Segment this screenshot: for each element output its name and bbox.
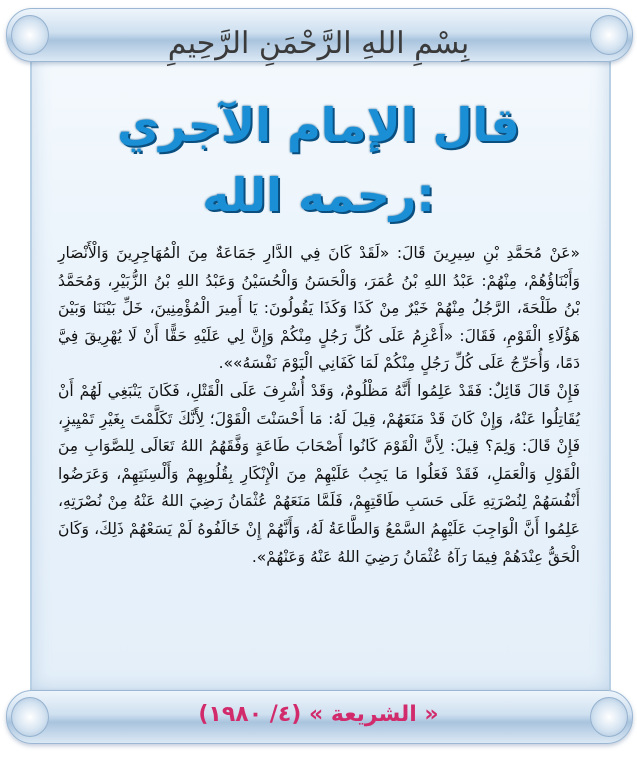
title-line-1: قال الإمام الآجري [117,98,520,152]
source-citation: « الشريعة » (٤/ ١٩٨٠) [198,702,439,727]
quote-body [58,240,580,571]
quote-paragraph-2: فَإِنْ قَالَ قَائِلٌ: فَقَدْ عَلِمُوا أَنَّهُ مَظْلُومٌ، وَقَدْ أُشْرِفَ عَلَى الْقَتْلِ، فَكَانَ يَنْبَغِي لَهُمْ أَنْ يُقَاتِلُوا عَنْهُ، وَإِنْ كَانَ قَدْ مَنَعَهُمْ، قِيلَ لَهُ: مَا أَحْسَنْتَ الْقَوْلَ؛ لِأَنَّكَ تَكَلَّمْتَ بِغَيْرِ تَمْيِيزٍ، فَإِنْ قَالَ: وَلِمَ؟ قِيلَ: لِأَنَّ الْقَوْمَ كَانُوا أَصْحَابَ طَاعَةٍ وَفَّقَهُمُ اللهُ تَعَالَى لِلصَّوَابِ مِنَ الْقَوْلِ وَالْعَمَلِ، فَقَدْ فَعَلُوا مَا يَجِبُ عَلَيْهِمْ مِنَ الْإِنْكَارِ بِقُلُوبِهِمْ وَأَلْسِنَتِهِمْ، وَعَرَضُوا أَنْفُسَهُمْ لِنُصْرَتِهِ عَلَى حَسَبِ طَاقَتِهِمْ، فَلَمَّا مَنَعَهُمْ عُثْمَانُ رَضِيَ اللهُ عَنْهُ مِنْ نُصْرَتِهِ، عَلِمُوا أَنَّ الْوَاجِبَ عَلَيْهِمُ السَّمْعُ وَالطَّاعَةُ لَهُ، وَأَنَّهُمْ إِنْ خَالَفُوهُ لَمْ يَسَعْهُمْ ذَلِكَ، وَكَانَ الْحَقُّ عِنْدَهُمْ فِيمَا رَآهُ عُثْمَانُ رَضِيَ اللهُ عَنْهُ وَعَنْهُمْ». [58,381,580,566]
title-line-2: رحمه الله: [202,168,435,222]
quote-paragraph-1: «عَنْ مُحَمَّدِ بْنِ سِيرِينَ قَالَ: «لَقَدْ كَانَ فِي الدَّارِ جَمَاعَةٌ مِنَ الْمُهَاجِرِينَ وَالْأَنْصَارِ وَأَبْنَاؤُهُمْ، مِنْهُمْ: عَبْدُ اللهِ بْنُ عُمَرَ، وَالْحَسَنُ وَالْحُسَيْنُ وَعَبْدُ اللهِ بْنُ الزُّبَيْرِ، وَمُحَمَّدُ بْنُ طَلْحَةَ، الرَّجُلُ مِنْهُمْ خَيْرٌ مِنْ كَذَا وَكَذَا يَقُولُونَ: يَا أَمِيرَ الْمُؤْمِنِينَ، خَلِّ بَيْنَنَا وَبَيْنَ هَؤُلَاءِ الْقَوْمِ، فَقَالَ: «أَعْزِمُ عَلَى كُلِّ رَجُلٍ مِنْكُمْ وَإِنَّ لِي عَلَيْهِ حَقًّا أَنْ لَا يُهْرِيقَ فِيَّ دَمًا، وَأُحَرِّجُ عَلَى كُلِّ رَجُلٍ مِنْكُمْ لَمَا كَفَانِي الْيَوْمَ نَفْسَهُ»». [58,244,580,373]
bismillah-calligraphy: بِسْمِ اللهِ الرَّحْمَنِ الرَّحِيمِ [167,26,470,61]
